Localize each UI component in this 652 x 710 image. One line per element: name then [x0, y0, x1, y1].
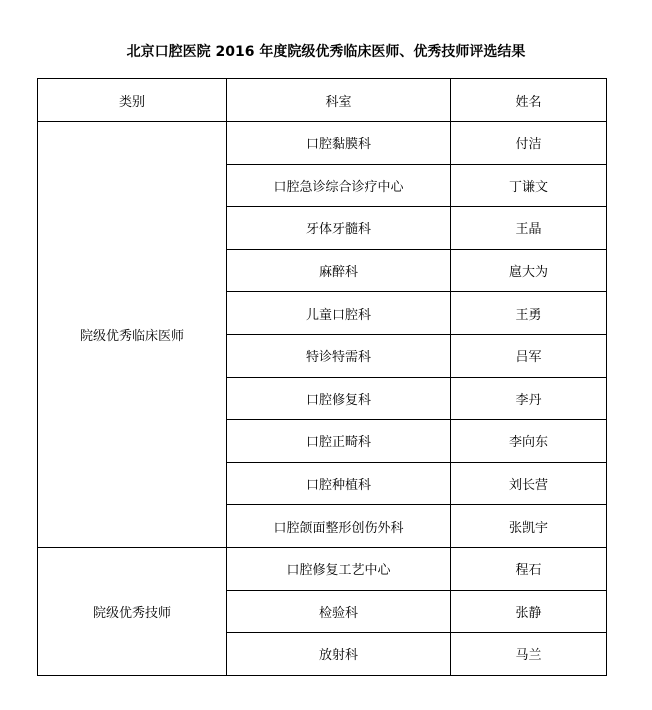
table-row — [38, 547, 607, 590]
department-cell: 口腔修复工艺中心 — [227, 547, 451, 590]
header-category: 类别 — [38, 79, 227, 122]
name-cell: 张静 — [451, 590, 607, 633]
name-cell: 程石 — [451, 547, 607, 590]
category-cell: 院级优秀临床医师 — [38, 122, 227, 548]
department-cell: 口腔颌面整形创伤外科 — [227, 505, 451, 548]
table-header-row — [38, 79, 607, 122]
department-cell: 口腔修复科 — [227, 377, 451, 420]
department-cell: 特诊特需科 — [227, 334, 451, 377]
department-cell: 口腔种植科 — [227, 462, 451, 505]
header-department: 科室 — [227, 79, 451, 122]
name-cell: 刘长营 — [451, 462, 607, 505]
name-cell: 李丹 — [451, 377, 607, 420]
department-cell: 儿童口腔科 — [227, 292, 451, 335]
category-cell: 院级优秀技师 — [38, 547, 227, 675]
name-cell: 马兰 — [451, 633, 607, 676]
name-cell: 丁谦文 — [451, 164, 607, 207]
department-cell: 麻醉科 — [227, 249, 451, 292]
department-cell: 放射科 — [227, 633, 451, 676]
name-cell: 李向东 — [451, 420, 607, 463]
name-cell: 吕军 — [451, 334, 607, 377]
results-table — [37, 78, 607, 676]
department-cell: 口腔黏膜科 — [227, 122, 451, 165]
header-name: 姓名 — [451, 79, 607, 122]
department-cell: 口腔正畸科 — [227, 420, 451, 463]
name-cell: 王勇 — [451, 292, 607, 335]
page-title: 北京口腔医院 2016 年度院级优秀临床医师、优秀技师评选结果 — [126, 44, 526, 60]
department-cell: 牙体牙髓科 — [227, 207, 451, 250]
department-cell: 检验科 — [227, 590, 451, 633]
name-cell: 张凯宇 — [451, 505, 607, 548]
name-cell: 扈大为 — [451, 249, 607, 292]
name-cell: 付洁 — [451, 122, 607, 165]
name-cell: 王晶 — [451, 207, 607, 250]
table-row — [38, 122, 607, 165]
department-cell: 口腔急诊综合诊疗中心 — [227, 164, 451, 207]
